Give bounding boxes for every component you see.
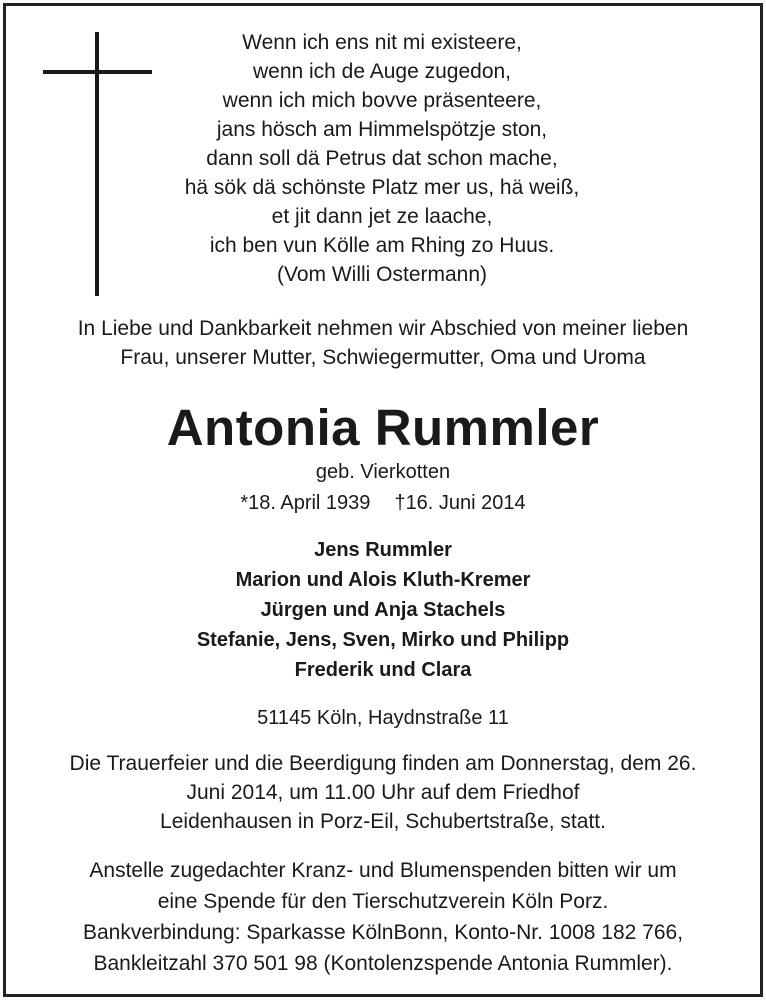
donation-line: Anstelle zugedachter Kranz- und Blumenspenden bitten wir um [89, 859, 677, 882]
donation-info [0, 855, 766, 979]
donation-line: Bankleitzahl 370 501 98 (Kontolenzspende Antonia Rummler). [93, 952, 673, 975]
poem-line: ich ben vun Kölle am Rhing zo Huus. [209, 234, 555, 257]
funeral-line: Leidenhausen in Porz-Eil, Schubertstraße, statt. [160, 810, 606, 833]
donation-line: Bankverbindung: Sparkasse KölnBonn, Konto-Nr. 1008 182 766, [82, 921, 684, 944]
poem-line: wenn ich mich bovve präsenteere, [222, 89, 542, 112]
funeral-info [0, 749, 766, 836]
poem-line: dann soll dä Petrus dat schon mache, [206, 147, 558, 170]
funeral-line: Die Trauerfeier und die Beerdigung finden am Donnerstag, dem 26. [69, 752, 697, 775]
death-cross-icon: † [394, 492, 406, 514]
family-member: Frederik und Clara [294, 659, 472, 681]
intro-text [0, 314, 766, 372]
poem-line: wenn ich de Auge zugedon, [252, 60, 512, 83]
life-dates [0, 489, 766, 517]
family-member: Stefanie, Jens, Sven, Mirko und Philipp [196, 629, 570, 651]
birth-date: 18. April 1939 [248, 492, 371, 514]
funeral-line: Juni 2014, um 11.00 Uhr auf dem Friedhof [186, 781, 580, 804]
birth-star-icon: * [240, 492, 249, 514]
poem-attribution: (Vom Willi Ostermann) [276, 263, 488, 286]
poem [72, 28, 692, 289]
family-member: Marion und Alois Kluth-Kremer [235, 569, 531, 591]
death-date: 16. Juni 2014 [405, 492, 526, 514]
family-member: Jens Rummler [314, 539, 452, 561]
family-member: Jürgen und Anja Stachels [260, 599, 506, 621]
maiden-name: geb. Vierkotten [315, 461, 451, 483]
intro-line: In Liebe und Dankbarkeit nehmen wir Abschied von meiner lieben [77, 317, 689, 340]
poem-line: jans hösch am Himmelspötzje ston, [216, 118, 548, 141]
address: 51145 Köln, Haydnstraße 11 [257, 707, 509, 729]
intro-line: Frau, unserer Mutter, Schwiegermutter, Oma und Uroma [120, 346, 646, 369]
poem-line: hä sök dä schönste Platz mer us, hä weiß, [184, 176, 580, 199]
poem-line: et jit dann jet ze laache, [271, 205, 493, 228]
donation-line: eine Spende für den Tierschutzverein Köln Porz. [157, 890, 609, 913]
family-list [0, 535, 766, 685]
poem-line: Wenn ich ens nit mi existeere, [242, 31, 522, 54]
deceased-name: Antonia Rummler [166, 399, 600, 456]
